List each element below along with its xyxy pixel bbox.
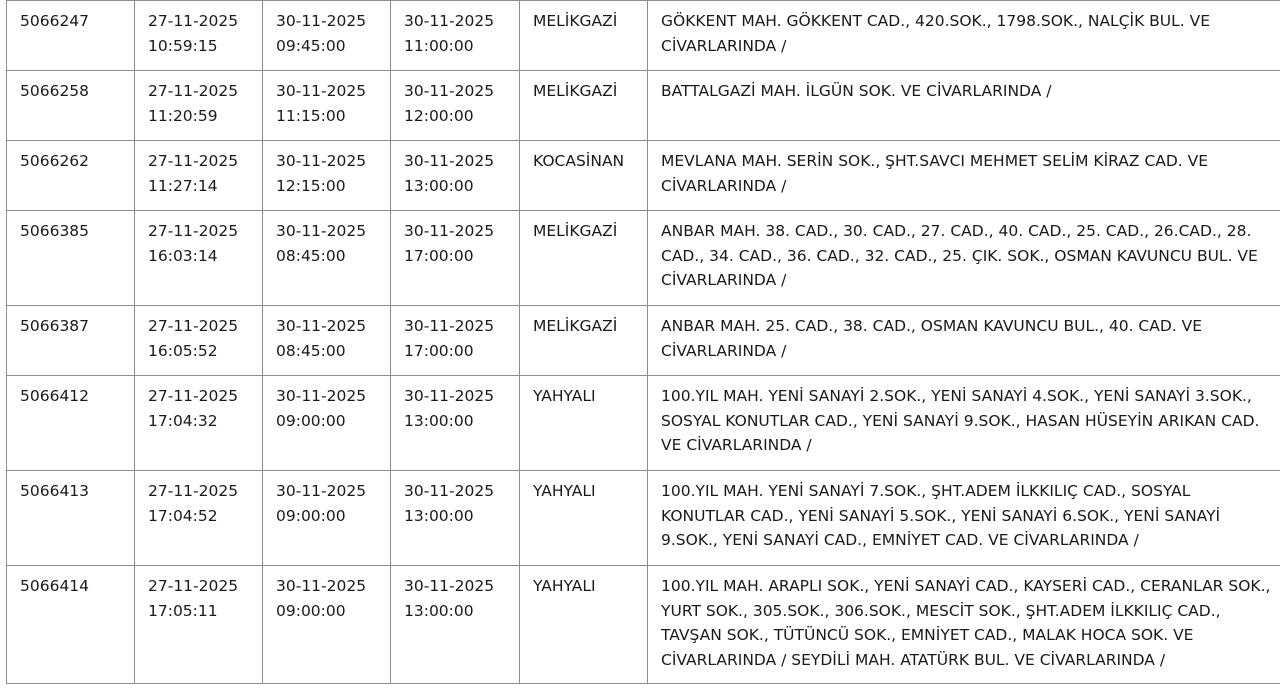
created-time: 16:03:14	[148, 246, 218, 265]
district-cell	[520, 306, 648, 376]
outage-id-cell	[7, 211, 135, 306]
start-cell	[263, 306, 391, 376]
start-date: 30-11-2025	[276, 222, 367, 240]
address-cell	[648, 141, 1280, 211]
address: ANBAR MAH. 38. CAD., 30. CAD., 27. CAD., 40. CAD., 25. CAD., 26.CAD., 28. CAD., 34. CAD., 36. CAD., 32. CAD., 25. ÇIK. SOK., OSMAN KAVUNCU BUL. VE CİVARLARINDA /	[661, 222, 1258, 289]
end-date: 30-11-2025	[404, 482, 495, 500]
address-cell	[648, 471, 1280, 566]
district: KOCASİNAN	[533, 152, 625, 170]
outage-id-cell	[7, 566, 135, 684]
outage-id: 5066387	[20, 317, 90, 335]
table-row	[7, 376, 1280, 471]
start-time: 09:00:00	[276, 601, 346, 620]
created-date: 27-11-2025	[148, 222, 239, 240]
start-cell	[263, 566, 391, 684]
created-cell	[135, 141, 263, 211]
end-time: 13:00:00	[404, 411, 474, 430]
created-time: 11:27:14	[148, 176, 218, 195]
district-cell	[520, 471, 648, 566]
table-row	[7, 566, 1280, 684]
created-cell	[135, 471, 263, 566]
start-time: 09:45:00	[276, 36, 346, 55]
address-cell	[648, 1, 1280, 71]
table-row	[7, 1, 1280, 71]
created-date: 27-11-2025	[148, 317, 239, 335]
end-date: 30-11-2025	[404, 222, 495, 240]
district-cell	[520, 1, 648, 71]
outage-table	[6, 0, 1280, 684]
start-time: 11:15:00	[276, 106, 346, 125]
created-cell	[135, 566, 263, 684]
end-time: 12:00:00	[404, 106, 474, 125]
created-time: 17:05:11	[148, 601, 218, 620]
outage-id: 5066262	[20, 152, 90, 170]
created-time: 17:04:52	[148, 506, 218, 525]
end-time: 13:00:00	[404, 601, 474, 620]
address: 100.YIL MAH. ARAPLI SOK., YENİ SANAYİ CAD., KAYSERİ CAD., CERANLAR SOK., YURT SOK., 305.SOK., 306.SOK., MESCİT SOK., ŞHT.ADEM İLKKILIÇ CAD., TAVŞAN SOK., TÜTÜNCÜ SOK., EMNİYET CAD., MALAK HOCA SOK. VE CİVARLARINDA / SEYDİLİ MAH. ATATÜRK BUL. VE CİVARLARINDA /	[661, 577, 1271, 669]
table-row	[7, 141, 1280, 211]
end-time: 11:00:00	[404, 36, 474, 55]
district: MELİKGAZİ	[533, 12, 618, 30]
start-cell	[263, 471, 391, 566]
outage-id: 5066258	[20, 82, 90, 100]
end-time: 17:00:00	[404, 341, 474, 360]
address-cell	[648, 566, 1280, 684]
address: ANBAR MAH. 25. CAD., 38. CAD., OSMAN KAVUNCU BUL., 40. CAD. VE CİVARLARINDA /	[661, 317, 1203, 360]
address: 100.YIL MAH. YENİ SANAYİ 2.SOK., YENİ SANAYİ 4.SOK., YENİ SANAYİ 3.SOK., SOSYAL KONUTLAR CAD., YENİ SANAYİ 9.SOK., HASAN HÜSEYİN ARIKAN CAD. VE CİVARLARINDA /	[661, 387, 1260, 454]
start-date: 30-11-2025	[276, 82, 367, 100]
outage-id: 5066385	[20, 222, 90, 240]
end-cell	[391, 376, 520, 471]
created-date: 27-11-2025	[148, 82, 239, 100]
start-date: 30-11-2025	[276, 12, 367, 30]
address: GÖKKENT MAH. GÖKKENT CAD., 420.SOK., 1798.SOK., NALÇİK BUL. VE CİVARLARINDA /	[661, 12, 1211, 55]
start-time: 08:45:00	[276, 246, 346, 265]
created-date: 27-11-2025	[148, 12, 239, 30]
outage-id-cell	[7, 1, 135, 71]
end-time: 17:00:00	[404, 246, 474, 265]
start-time: 08:45:00	[276, 341, 346, 360]
start-cell	[263, 1, 391, 71]
table-row	[7, 471, 1280, 566]
end-date: 30-11-2025	[404, 82, 495, 100]
address: MEVLANA MAH. SERİN SOK., ŞHT.SAVCI MEHMET SELİM KİRAZ CAD. VE CİVARLARINDA /	[661, 152, 1209, 195]
outage-id-cell	[7, 71, 135, 141]
outage-id-cell	[7, 306, 135, 376]
created-cell	[135, 306, 263, 376]
start-date: 30-11-2025	[276, 317, 367, 335]
created-cell	[135, 211, 263, 306]
district-cell	[520, 141, 648, 211]
outage-table-body	[7, 1, 1280, 684]
table-row	[7, 306, 1280, 376]
end-time: 13:00:00	[404, 176, 474, 195]
created-date: 27-11-2025	[148, 152, 239, 170]
created-cell	[135, 1, 263, 71]
end-date: 30-11-2025	[404, 387, 495, 405]
district: MELİKGAZİ	[533, 317, 618, 335]
table-row	[7, 71, 1280, 141]
end-cell	[391, 71, 520, 141]
start-date: 30-11-2025	[276, 577, 367, 595]
end-time: 13:00:00	[404, 506, 474, 525]
outage-id: 5066414	[20, 577, 90, 595]
end-date: 30-11-2025	[404, 577, 495, 595]
outage-id: 5066247	[20, 12, 90, 30]
address-cell	[648, 211, 1280, 306]
start-date: 30-11-2025	[276, 387, 367, 405]
start-cell	[263, 141, 391, 211]
end-cell	[391, 1, 520, 71]
start-cell	[263, 211, 391, 306]
start-time: 09:00:00	[276, 506, 346, 525]
district-cell	[520, 71, 648, 141]
start-cell	[263, 71, 391, 141]
created-date: 27-11-2025	[148, 577, 239, 595]
created-cell	[135, 71, 263, 141]
district: YAHYALI	[533, 387, 596, 405]
district: YAHYALI	[533, 482, 596, 500]
start-cell	[263, 376, 391, 471]
end-date: 30-11-2025	[404, 152, 495, 170]
address-cell	[648, 306, 1280, 376]
created-time: 10:59:15	[148, 36, 218, 55]
created-time: 17:04:32	[148, 411, 218, 430]
district: MELİKGAZİ	[533, 82, 618, 100]
created-time: 11:20:59	[148, 106, 218, 125]
end-cell	[391, 141, 520, 211]
end-cell	[391, 566, 520, 684]
start-time: 12:15:00	[276, 176, 346, 195]
outage-id-cell	[7, 471, 135, 566]
end-cell	[391, 471, 520, 566]
start-time: 09:00:00	[276, 411, 346, 430]
outage-id-cell	[7, 141, 135, 211]
start-date: 30-11-2025	[276, 152, 367, 170]
end-date: 30-11-2025	[404, 317, 495, 335]
district: MELİKGAZİ	[533, 222, 618, 240]
address: BATTALGAZİ MAH. İLGÜN SOK. VE CİVARLARINDA /	[661, 82, 1052, 100]
end-cell	[391, 211, 520, 306]
district-cell	[520, 376, 648, 471]
start-date: 30-11-2025	[276, 482, 367, 500]
district-cell	[520, 211, 648, 306]
outage-id: 5066413	[20, 482, 90, 500]
outage-id: 5066412	[20, 387, 90, 405]
outage-id-cell	[7, 376, 135, 471]
end-date: 30-11-2025	[404, 12, 495, 30]
end-cell	[391, 306, 520, 376]
district: YAHYALI	[533, 577, 596, 595]
created-date: 27-11-2025	[148, 482, 239, 500]
table-row	[7, 211, 1280, 306]
district-cell	[520, 566, 648, 684]
created-time: 16:05:52	[148, 341, 218, 360]
address-cell	[648, 71, 1280, 141]
created-date: 27-11-2025	[148, 387, 239, 405]
address: 100.YIL MAH. YENİ SANAYİ 7.SOK., ŞHT.ADEM İLKKILIÇ CAD., SOSYAL KONUTLAR CAD., YENİ SANAYİ 5.SOK., YENİ SANAYİ 6.SOK., YENİ SANAYİ 9.SOK., YENİ SANAYİ CAD., EMNİYET CAD. VE CİVARLARINDA /	[661, 482, 1221, 549]
created-cell	[135, 376, 263, 471]
address-cell	[648, 376, 1280, 471]
